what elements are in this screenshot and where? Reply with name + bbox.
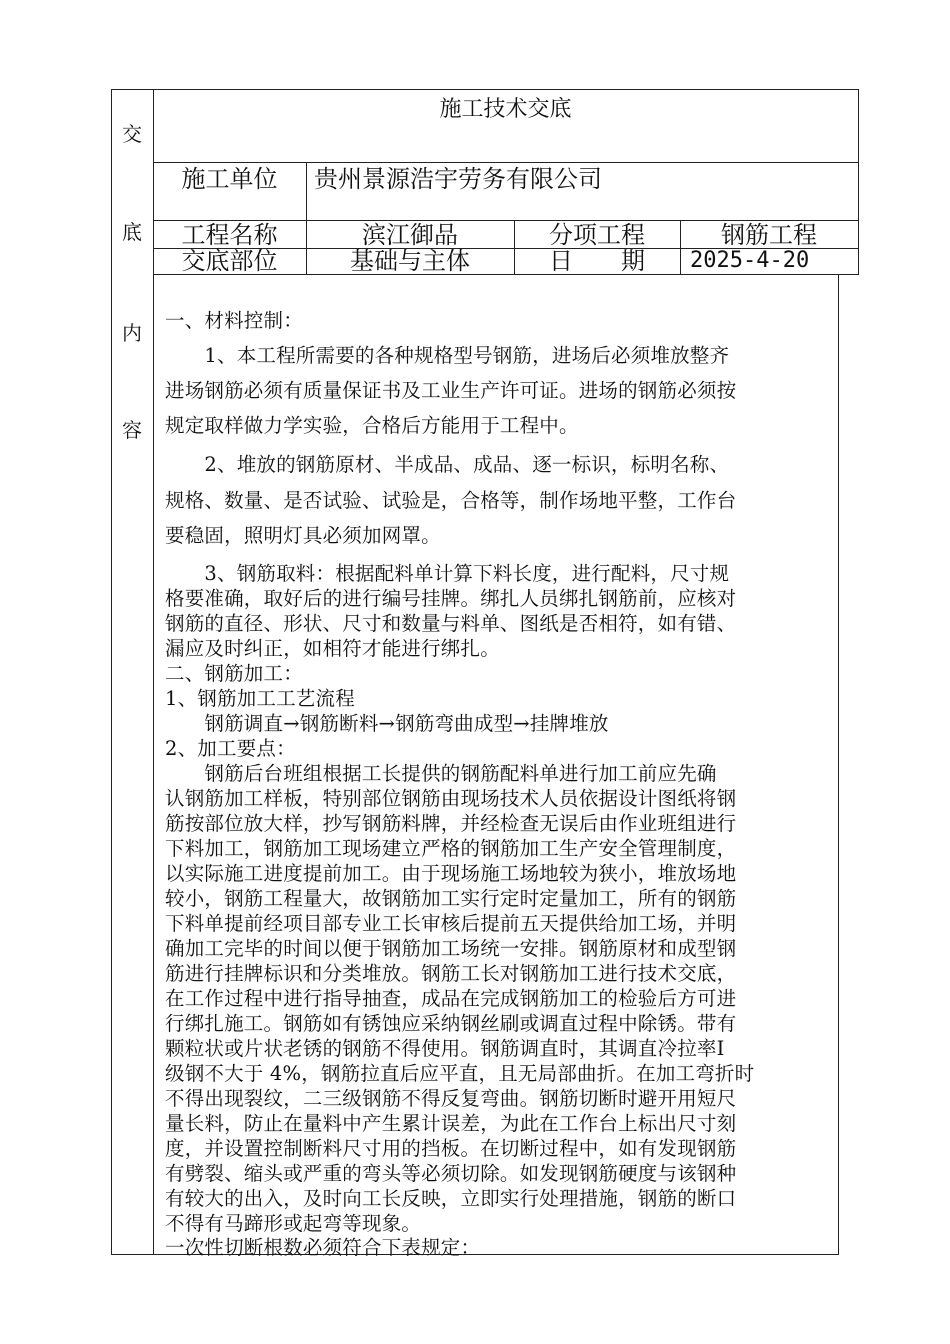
part-label: 交底部位	[181, 247, 278, 275]
body-line: 下料加工，钢筋加工现场建立严格的钢筋加工生产安全管理制度，	[165, 837, 737, 860]
body-line: 筋按部位放大样，抄写钢筋料牌，并经检查无误后由作业班组进行	[165, 812, 737, 835]
row-divider-1	[153, 162, 859, 163]
content-right-border	[838, 274, 839, 1255]
side-label-jiao: 交	[122, 122, 142, 146]
body-line: 2、加工要点：	[165, 737, 296, 760]
body-line: 要稳固，照明灯具必须加网罩。	[165, 524, 441, 547]
date-label: 日 期	[549, 247, 645, 275]
header-right-border	[858, 89, 859, 274]
outer-left-border	[111, 89, 112, 1255]
subitem-value: 钢筋工程	[721, 221, 817, 249]
body-line: 行绑扎施工。钢筋如有锈蚀应采纳钢丝刷或调直过程中除锈。带有	[165, 1012, 737, 1035]
project-label: 工程名称	[181, 221, 278, 249]
side-label-nei: 内	[122, 321, 142, 345]
body-line: 颗粒状或片状老锈的钢筋不得使用。钢筋调直时，其调直冷拉率Ⅰ	[165, 1037, 725, 1060]
unit-value: 贵州景源浩宇劳务有限公司	[314, 165, 602, 193]
body-line: 1、钢筋加工工艺流程	[165, 687, 355, 710]
body-line: 钢筋后台班组根据工长提供的钢筋配料单进行加工前应先确	[165, 762, 717, 785]
body-line: 规定取样做力学实验，合格后方能用于工程中。	[165, 414, 579, 437]
body-line: 1、本工程所需要的各种规格型号钢筋，进场后必须堆放整齐	[165, 344, 730, 367]
body-line: 钢筋调直→钢筋断料→钢筋弯曲成型→挂牌堆放	[165, 712, 609, 735]
body-line: 钢筋的直径、形状、尺寸和数量与料单、图纸是否相符，如有错、	[165, 612, 737, 635]
body-line: 规格、数量、是否试验、试验是，合格等，制作场地平整，工作台	[165, 489, 737, 512]
body-line: 有较大的出入，及时向工长反映，立即实行处理措施，钢筋的断口	[165, 1187, 737, 1210]
body-line: 以实际施工进度提前加工。由于现场施工场地较为狭小，堆放场地	[165, 862, 737, 885]
body-line: 较小，钢筋工程量大，故钢筋加工实行定时定量加工，所有的钢筋	[165, 887, 737, 910]
project-value: 滨江御品	[362, 221, 458, 249]
side-label-rong: 容	[122, 418, 142, 442]
part-value: 基础与主体	[350, 247, 470, 275]
body-line: 不得出现裂纹，二三级钢筋不得反复弯曲。钢筋切断时避开用短尺	[165, 1087, 737, 1110]
side-label-di: 底	[122, 220, 142, 244]
body-line: 认钢筋加工样板，特别部位钢筋由现场技术人员依据设计图纸将钢	[165, 787, 737, 810]
body-line: 有劈裂、缩头或严重的弯头等必须切除。如发现钢筋硬度与该钢种	[165, 1162, 737, 1185]
body-line: 不得有马蹄形或起弯等现象。	[165, 1212, 422, 1235]
body-line: 漏应及时纠正，如相符才能进行绑扎。	[165, 637, 500, 660]
document-title: 施工技术交底	[439, 97, 572, 122]
body-line: 3、钢筋取料：根据配料单计算下料长度，进行配料，尺寸规	[165, 562, 730, 585]
body-line: 进场钢筋必须有质量保证书及工业生产许可证。进场的钢筋必须按	[165, 379, 737, 402]
body-line: 量长料，防止在量料中产生累计误差，为此在工作台上标出尺寸刻	[165, 1112, 737, 1135]
body-line: 一、材料控制：	[165, 309, 303, 332]
body-line: 级钢不大于 4%，钢筋拉直后应平直，且无局部曲折。在加工弯折时	[165, 1062, 755, 1085]
body-line: 确加工完毕的时间以便于钢筋加工场统一安排。钢筋原材和成型钢	[165, 937, 737, 960]
date-value: 2025-4-20	[690, 248, 810, 273]
body-line: 2、堆放的钢筋原材、半成品、成品、逐一标识，标明名称、	[165, 453, 730, 476]
top-border	[111, 89, 859, 90]
body-line: 筋进行挂牌标识和分类堆放。钢筋工长对钢筋加工进行技术交底，	[165, 962, 737, 985]
subitem-label: 分项工程	[549, 221, 645, 249]
body-line: 度，并设置控制断料尺寸用的挡板。在切断过程中，如有发现钢筋	[165, 1137, 737, 1160]
unit-label: 施工单位	[181, 165, 278, 193]
body-line: 下料单提前经项目部专业工长审核后提前五天提供给加工场，并明	[165, 912, 737, 935]
body-line: 二、钢筋加工：	[165, 662, 303, 685]
body-line: 格要准确，取好后的进行编号挂牌。绑扎人员绑扎钢筋前，应核对	[165, 587, 737, 610]
body-line: 一次性切断根数必须符合下表规定：	[165, 1236, 481, 1259]
body-line: 在工作过程中进行指导抽查，成品在完成钢筋加工的检验后方可进	[165, 987, 737, 1010]
